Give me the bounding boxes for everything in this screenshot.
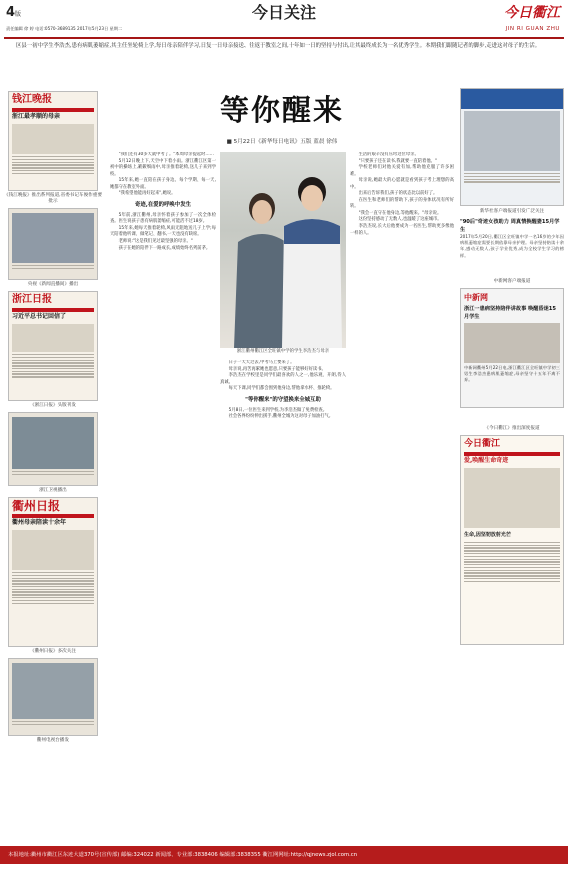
jinri-title: 爱,唤醒生命奇迹 xyxy=(464,456,509,464)
tv-screenshot-quzhou xyxy=(8,658,98,736)
clipping-masthead: 钱江晚报 xyxy=(12,94,52,105)
clipping-headline: 衢州母亲陪读十余年 xyxy=(12,519,67,526)
tv-frame xyxy=(12,213,94,263)
paragraph: 出来后告诉我们,孩子的状态比以前好了。 xyxy=(358,191,438,197)
editor-meta: 责任编辑 徐 婷 电话:0570-3689135 2017年5月23日 星期二 xyxy=(6,26,123,31)
clipping-text xyxy=(12,156,94,174)
footer-bar: 本报地址:衢州市衢江区东迹大道370号(宣传部) 邮编:324022 新闻部、专业部:3838406 编辑部:3838355 衢江网网址:http://qjnews.zjol.com.cn xyxy=(0,846,568,864)
paragraph: 母亲说,她最大的心愿就是看到孩子考上理想的高中。 xyxy=(350,178,454,190)
son-figure xyxy=(278,170,344,348)
jinri-photo xyxy=(464,468,560,528)
right-column xyxy=(460,88,564,838)
article-byline: ■ 5月22日《新华每日电讯》五版 蓝晨 徐伟 xyxy=(226,139,338,145)
header-rule xyxy=(4,37,564,39)
chinanews-text: 中新网衢州5月22日电,浙江衢江区全旺镇中学初三男生李浩杰患病肌萎缩症,母亲坚守十五年不离不弃。 xyxy=(464,364,560,383)
intro-paragraph: 区县一初中学生李浩杰,患有病肌萎缩症,其主任坐轮椅上学,每日母亲陪伴学习,日复一日母亲接送、往返于教室之间,十年如一日的坚持与付出,让其最终成长为一名优秀学生。本期我们跟随记者的脚步,走进这对母子的生活。 xyxy=(16,43,541,49)
paragraph: 老师说:"这是我们见过最坚强的母亲。" xyxy=(118,239,193,245)
newspaper-logo: 今日衢江 xyxy=(504,5,560,21)
paragraph: 生活的艰辛没有压垮这位母亲。 xyxy=(358,152,419,157)
paragraph: 母亲说,再苦再累她也愿意,只要孩子能够好好读书。 xyxy=(228,366,326,372)
tv-subtitle xyxy=(12,471,94,475)
newspaper-clipping-jinri xyxy=(460,435,564,645)
page-number: 4版 xyxy=(6,5,22,20)
paragraph: 日子一天天过去,中考马上要来了。 xyxy=(228,360,295,365)
photo-caption: 浙江衢州衢江区全旺镇中学的学生李浩杰与母亲 xyxy=(236,349,330,354)
section-pinyin: JIN RI GUAN ZHU xyxy=(505,26,560,32)
clipping-masthead: 衢州日报 xyxy=(12,499,61,513)
app-header xyxy=(461,89,563,109)
clipping-headline: 浙江最孝顺的母亲 xyxy=(12,113,61,120)
clipping-photo xyxy=(12,530,94,570)
paragraph: 15年来,她每天推着轮椅,风雨无阻地送儿子上学;每天陪着他听课、做笔记、翻书,一天也没有缺席。 xyxy=(110,225,216,238)
article-photo xyxy=(220,152,346,348)
paragraph: 社会各界纷纷伸出援手,衢州全城为这对母子加油打气。 xyxy=(228,414,334,420)
tv-screenshot-cctv xyxy=(8,208,98,280)
subheading: "等你醒来"的守望换来全城互助 xyxy=(245,396,321,403)
caption-jinri: 《今日衢江》推出深度报道 xyxy=(484,425,540,431)
caption-chinanews: 中新网客户端报道 xyxy=(493,278,531,284)
newspaper-clipping-3 xyxy=(8,497,98,647)
paragraph: 李浩杰说,长大后他要成为一名医生,帮助更多像他一样的人。 xyxy=(350,224,454,236)
section-title: 今日关注 xyxy=(251,3,316,22)
paragraph: "我会一直守在他身边,等他醒来。"母亲说。 xyxy=(358,210,442,216)
paragraph: 5年前,浙江衢州,母亲怀着孩子参加了一次全体检查。医生说孩子患有病肌萎缩症,可能活不过18岁。 xyxy=(110,212,216,225)
left-column xyxy=(4,88,102,838)
tv-frame xyxy=(12,417,94,469)
clipping-photo xyxy=(12,324,94,352)
paragraph: "我们还有30多天就中考了。"本周母亲提起时…… xyxy=(118,152,214,157)
paragraph: 在医生和老师们的帮助下,孩子的身体状况有所好转。 xyxy=(350,197,454,210)
article-column-1 xyxy=(110,152,216,842)
chinanews-title: 浙江一患病坚持陪伴讲故事 唤醒昏迷15月学生 xyxy=(464,305,557,320)
paragraph: 5月8日,一位医生来到学校,为李浩杰做了免费检查。 xyxy=(228,407,328,413)
article-headline: 等你醒来 xyxy=(219,95,344,127)
paragraph: 这份坚持感动了无数人,也温暖了这座城市。 xyxy=(358,217,442,223)
paragraph: 15年来,她一直陪在孩子身边。每个学期、每一天,她都守在教室外面。 xyxy=(110,178,216,190)
xinhua-title: "90后"奇迹女孩助力 周真情换醒妻15月学生 xyxy=(460,219,560,233)
xinhua-text: 2017年5月20日,衢江区全旺镇中学一名16岁的少年因病肌萎缩症需要长期依靠母亲护理。母亲坚持陪读十余年,感动无数人,孩子学业优秀,成为全校学生学习的榜样。 xyxy=(460,234,564,258)
tv-subtitle xyxy=(12,721,94,725)
caption-zhejiang-daily: 《浙江日报》头版刊发 xyxy=(30,403,76,408)
clipping-text xyxy=(12,354,94,378)
tv-screenshot-zjtv xyxy=(8,412,98,486)
phone-screenshot-xinhua xyxy=(460,88,564,206)
article-column-4 xyxy=(350,152,454,842)
caption-zjtv: 浙江卫视播出 xyxy=(39,488,67,493)
paragraph: 学校老师们对他关爱有加,帮助他克服了许多困难。 xyxy=(350,165,454,177)
article-column-2 xyxy=(220,360,346,842)
jinri-subtitle: 生命,因坚韧放射光芒 xyxy=(464,531,511,538)
subheading: 奇迹,在爱的呼唤中发生 xyxy=(135,201,191,208)
caption-cctv: 央视《新闻直播间》播出 xyxy=(27,282,79,287)
clipping-headline: 习近平总书记回信了 xyxy=(12,313,67,320)
caption-quzhou-daily: 《衢州日报》多次关注 xyxy=(30,649,76,654)
paragraph: 每天下课,同学们都会围到他身边,帮他拿水杯、推轮椅。 xyxy=(228,386,335,392)
app-photo xyxy=(464,111,560,171)
caption-qianjiang: 《钱江晚报》推出系列报道,省委书记车俊作重要批示 xyxy=(4,193,102,204)
caption-xinhua: 新华社客户端报道引发广泛关注 xyxy=(479,209,545,214)
paragraph: 李浩杰在学校里是同学们最喜欢的人之一,他乐观、开朗,待人真诚。 xyxy=(220,373,346,385)
phone-screenshot-chinanews xyxy=(460,288,564,408)
tv-frame xyxy=(12,663,94,719)
paragraph: "只要孩子还在读书,我就要一直陪着他。" xyxy=(358,158,437,164)
paragraph: "我希望他能再好起来",她说。 xyxy=(118,191,176,197)
caption-quzhou-tv: 衢州电视台播发 xyxy=(36,738,70,743)
jinri-masthead: 今日衢江 xyxy=(464,438,501,449)
clipping-text xyxy=(12,572,94,604)
paragraph: 孩子在她的陪伴下一路成长,成绩始终名列前茅。 xyxy=(118,245,211,251)
newspaper-clipping-1 xyxy=(8,91,98,191)
app-text xyxy=(464,173,560,183)
chinanews-logo: 中新网 xyxy=(464,291,488,302)
paragraph: 5月12日晚上下,天空中下着小雨。浙江衢江区第一初中的操场上,簌簌细雨中,母亲推着轮椅,送儿子来到学校。 xyxy=(110,158,216,177)
jinri-text xyxy=(464,542,560,582)
tv-subtitle xyxy=(12,265,94,269)
chinanews-photo xyxy=(464,323,560,363)
clipping-masthead: 浙江日报 xyxy=(12,294,52,305)
clipping-photo xyxy=(12,124,94,154)
newspaper-clipping-2 xyxy=(8,291,98,401)
page-header xyxy=(0,0,568,40)
